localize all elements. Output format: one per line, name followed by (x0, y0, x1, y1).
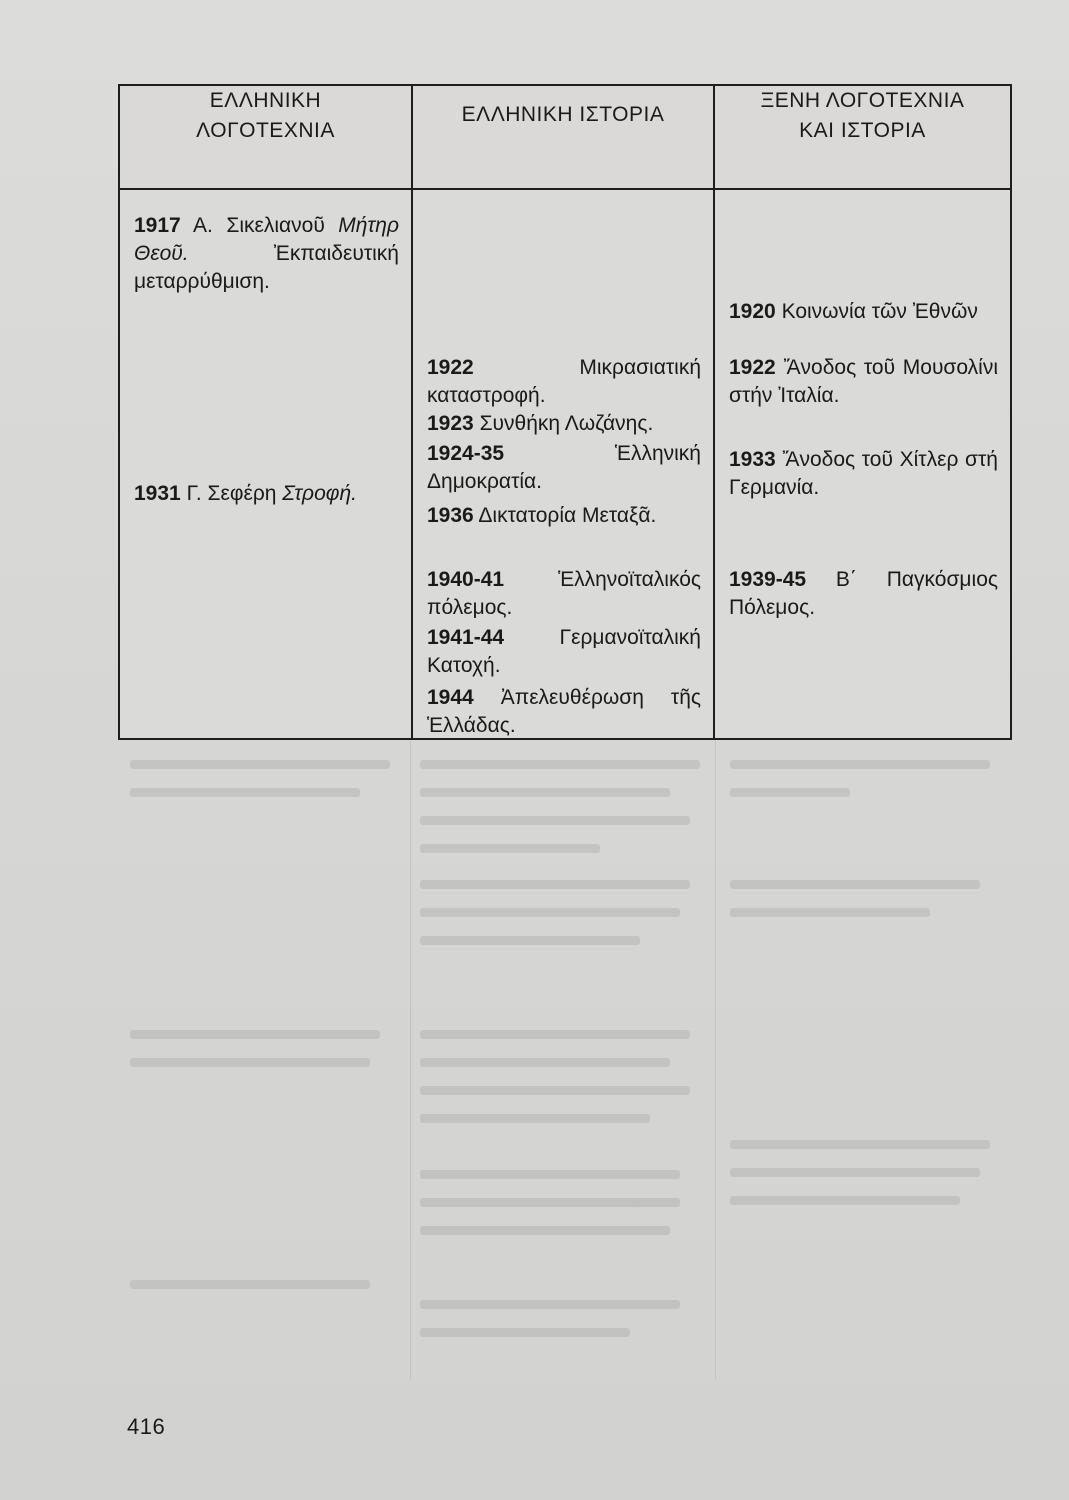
list-item: 1944 Ἀπελευθέρωση τῆς Ἑλλάδας. (427, 686, 701, 737)
header-row (119, 85, 1011, 189)
list-item: 1917 Α. Σικελιανοῦ Μήτηρ Θεοῦ. Ἐκπαιδευτική μεταρρύθμιση. (134, 214, 399, 293)
foreign-literature-history-column (714, 189, 1011, 739)
list-item: 1923 Συνθήκη Λωζάνης. (427, 412, 654, 435)
list-item: 1931 Γ. Σεφέρη Στροφή. (134, 482, 357, 505)
list-item: 1933 Ἄνοδος τοῦ Χίτλερ στή Γερμανία. (729, 448, 998, 499)
page-number: 416 (127, 1414, 166, 1439)
list-item: 1936 Δικτατορία Μεταξᾶ. (427, 504, 657, 527)
list-item: 1940-41 Ἑλληνοϊταλικός πόλεμος. (427, 568, 701, 619)
greek-literature-column (119, 189, 412, 739)
chronology-table (118, 84, 1010, 740)
header-greek-history: ΕΛΛΗΝΙΚΗ ΙΣΤΟΡΙΑ (412, 85, 714, 189)
list-item: 1939-45 Β΄ Παγκόσμιος Πόλεμος. (729, 568, 998, 619)
list-item: 1922 Μικρασιατική καταστροφή. (427, 356, 701, 407)
header-greek-literature: ΕΛΛΗΝΙΚΗ ΛΟΓΟΤΕΧΝΙΑ (119, 85, 412, 189)
greek-history-column (412, 189, 714, 739)
list-item: 1941-44 Γερμανοϊταλική Κατοχή. (427, 626, 701, 677)
list-item: 1922 Ἄνοδος τοῦ Μουσολίνι στήν Ἰταλία. (729, 356, 998, 407)
list-item: 1924-35 Ἑλληνική Δημοκρατία. (427, 442, 701, 493)
list-item: 1920 Κοινωνία τῶν Ἐθνῶν (729, 300, 978, 323)
body-row (119, 189, 1011, 739)
header-foreign-literature-history: ΞΕΝΗ ΛΟΓΟΤΕΧΝΙΑ ΚΑΙ ΙΣΤΟΡΙΑ (714, 85, 1011, 189)
